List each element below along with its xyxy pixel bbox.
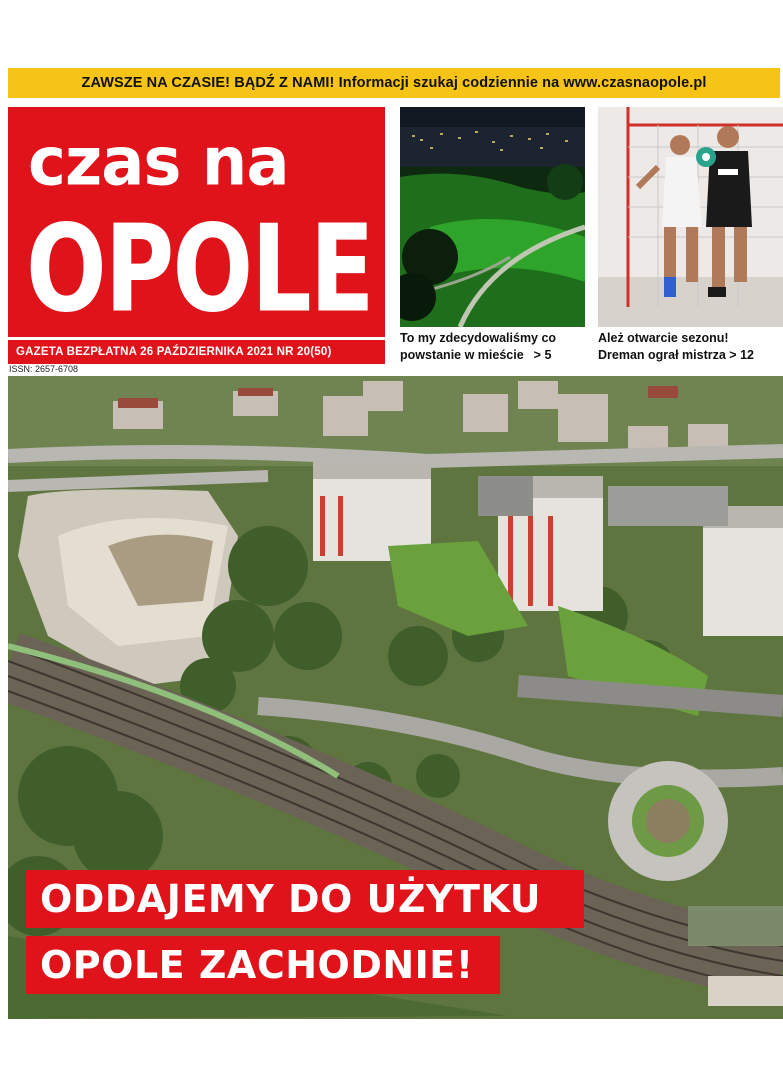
headline-line-1[interactable] xyxy=(26,870,584,928)
futsal-illustration xyxy=(598,107,783,327)
teaser-city-decisions[interactable] xyxy=(400,330,585,364)
teaser-2-line-1: Ależ otwarcie sezonu! xyxy=(598,331,729,345)
headline-line-2[interactable] xyxy=(26,936,500,994)
top-banner xyxy=(8,68,780,98)
headline-text-2: OPOLE ZACHODNIE! xyxy=(40,943,474,987)
top-banner-text: ZAWSZE NA CZASIE! BĄDŹ Z NAMI! Informacji szukaj codziennie na www.czasnaopole.pl xyxy=(81,75,707,91)
night-park-photo[interactable] xyxy=(400,107,585,327)
masthead-logo[interactable] xyxy=(8,107,385,337)
teaser-2-line-2: Dreman ograł mistrza > 12 xyxy=(598,348,754,362)
night-park-illustration xyxy=(400,107,585,327)
teaser-1-line-2: powstanie w mieście xyxy=(400,348,524,362)
issn-number: ISSN: 2657-6708 xyxy=(9,364,79,374)
logo-line-opole: OPOLE xyxy=(26,199,373,337)
teaser-1-page-ref: > 5 xyxy=(533,348,552,362)
teaser-season-opening[interactable] xyxy=(598,330,783,364)
futsal-players-photo[interactable] xyxy=(598,107,783,327)
issue-info: GAZETA BEZPŁATNA 26 PAŹDZIERNIKA 2021 NR 20(50) xyxy=(8,340,385,364)
headline-text-1: ODDAJEMY DO UŻYTKU xyxy=(40,877,542,921)
teaser-1-line-1: To my zdecydowaliśmy co xyxy=(400,331,557,345)
logo-line-czas-na: czas na xyxy=(28,123,289,202)
